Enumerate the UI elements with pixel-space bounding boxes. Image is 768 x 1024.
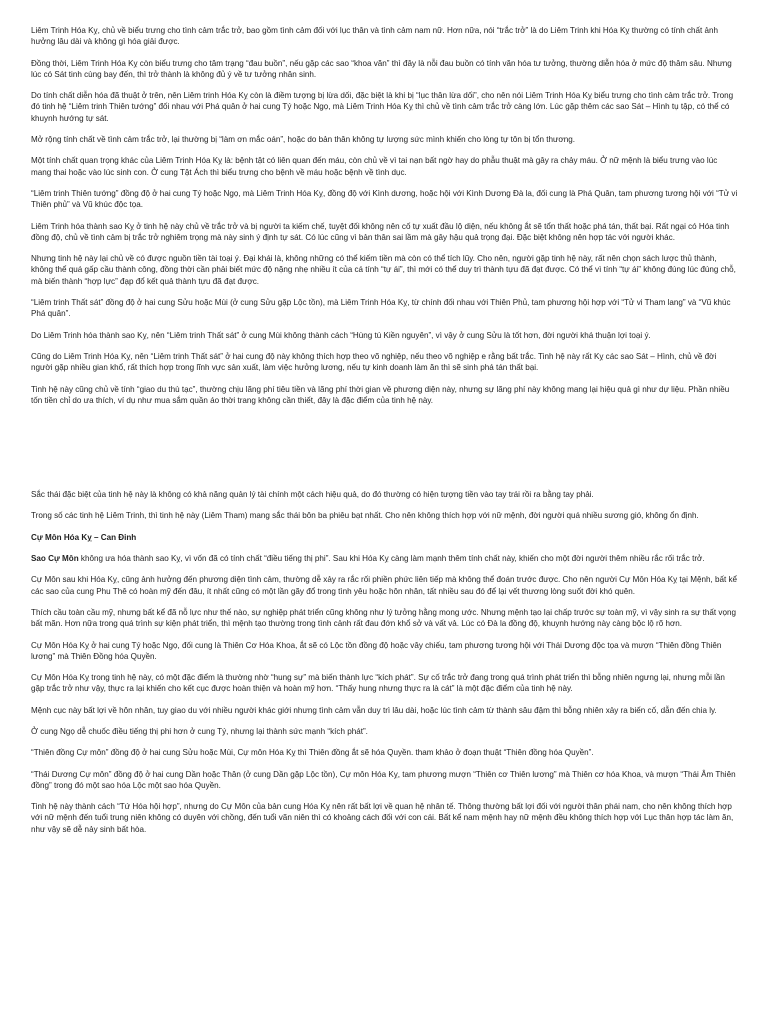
paragraph: Một tính chất quan trọng khác của Liêm Trinh Hóa Kỵ là: bệnh tật có liên quan đến máu, còn chủ về vì tai nạn bất ngờ hay do phẫu thuật mà gây ra chảy máu. Ở nữ mệnh là biểu trưng vào lúc mang thai hoặc vào lúc sinh con. Ở cung Tật Ách thì biểu trưng cho bệnh về máu hoặc bệnh về tình dục.	[31, 156, 718, 177]
paragraph: “Liêm trinh Thất sát” đồng độ ở hai cung Sửu hoặc Mùi (ở cung Sửu gặp Lộc tồn), mà Liêm Trinh Hóa Kỵ, từ chính đối nhau với Thiên Phủ, tam phương hội hợp với “Tử vi Tham lang” và “Vũ khúc Phá quân”.	[31, 298, 731, 319]
paragraph: Mệnh cục này bất lợi về hôn nhân, tuy giao du với nhiều người khác giới nhưng tình cảm vẫn duy trì lâu dài, hoặc lúc tình cảm từ thành sâu đậm thì bỗng nhiên xảy ra biến cố, dẫn đến chia ly.	[31, 705, 717, 715]
paragraph: Sắc thái đặc biệt của tinh hệ này là không có khả năng quản lý tài chính một cách hiệu quả, do đó thường có hiện tượng tiền vào tay trái rồi ra bằng tay phải.	[31, 490, 594, 500]
paragraph: Cự Môn Hóa Kỵ trong tinh hệ này, có một đặc điểm là thường nhờ “hung sự” mà biến thành lực “kích phát”. Sự cố trắc trở đang trong quá trình phát triển thì bỗng nhiên ngưng lại, nhưng mỗi lần gặp trắc trở như vậy, thực ra lại khiến cho kết cục được hoàn thiện và hoàn mỹ hơn. “Thấy hung nhưng thực ra là cát” là một đặc điểm của tinh hệ này.	[31, 673, 725, 694]
blank-gap	[31, 416, 738, 489]
paragraph: Liêm Trinh Hóa Kỵ, chủ về biểu trưng cho tình cảm trắc trở, bao gồm tình cảm đối với lục thân và tình cảm nam nữ. Hơn nữa, nói “trắc trở” là do Liêm Trinh khi Hóa Kỵ thường có tính chất ảnh hưởng lâu dài và không gì hóa giải được.	[31, 26, 719, 47]
paragraph: Nhưng tinh hệ này lại chủ về có được nguồn tiền tài toại ý. Đại khái là, không những có thể kiếm tiền mà còn có thể tích lũy. Cho nên, người gặp tinh hệ này, rất nên chọn sách lược thủ thành, không thể quá gấp cầu thành công, đồng thời cần phải biết mức độ nặng nhẹ nhiều ít của cá tính “tự ái”, thì mới có thể duy trì thành tựu đã đạt được. Có thể vì tính “tự ái” không đúng lúc đúng chỗ, mà biến thành “hợp lực” đạp đổ kết quả thành tựu đã đạt được.	[31, 254, 736, 286]
paragraph: Ở cung Ngọ dễ chuốc điều tiếng thị phi hơn ở cung Tý, nhưng lại thành sức mạnh “kích phát”.	[31, 726, 368, 736]
paragraph: Đồng thời, Liêm Trinh Hóa Kỵ còn biểu trưng cho tâm trạng “đau buồn”, nếu gặp các sao “khoa văn” thì đây là nỗi đau buồn có tính văn hóa tư tưởng, thường diễn hóa ở mức độ thâm sâu. Nhưng lúc có Sát tinh cùng bay đến, thì trở thành là không đủ ý về tư tưởng nhân sinh.	[31, 58, 732, 79]
section-cu-mon-hoa-ky	[31, 489, 738, 835]
paragraph: Tinh hệ này thành cách “Tứ Hóa hội hợp”, nhưng do Cự Môn của bản cung Hóa Kỵ nên rất bất lợi về quan hệ nhân tế. Thông thường bất lợi đối với người thân phái nam, cho nên không thích hợp với nữ mệnh đến tuổi trung niên không có duyên với chồng, đến tuổi vãn niên thì có khoảng cách đối với con cái. Bất kể nam mệnh hay nữ mệnh đều không thích hợp với Lục thân hợp tác làm ăn, như vậy sẽ dễ nảy sinh bất hòa.	[31, 802, 734, 834]
section-liem-trinh-hoa-ky	[31, 25, 738, 406]
section-heading: Cự Môn Hóa Kỵ – Can Đinh	[31, 532, 137, 542]
paragraph: Do tính chất diễn hóa đã thuật ở trên, nên Liêm trinh Hóa Kỵ còn là điềm tượng bị lừa dối, đặc biệt là khi bị “lục thân lừa dối”, cho nên nói Liêm Trinh Hóa Kỵ biểu trưng cho tình cảm trắc trở. Trong đó tinh hệ “Liêm trinh Thiên tướng” đối nhau với Phá quân ở hai cung Tý hoặc Ngọ, mà Liêm Trinh Hóa Kỵ thì chủ về tình cảm trắc trở càng lớn. Lúc gặp thêm các sao Sát – Hình tụ tập, có thể có khuynh hướng tự sát.	[31, 91, 734, 123]
paragraph: Tinh hệ này cũng chủ về tính “giao du thù tạc”, thường chịu lãng phí tiêu tiền và lãng phí thời gian về phương diện này, nhưng sự lãng phí này không mang lại hiệu quả gì như dự liệu. Phần nhiều tốn tiền chỉ do ưa thích, ví dụ như mua sắm quần áo thời trang không cần thiết, đây là đặc điểm của tinh hệ này.	[31, 384, 730, 405]
paragraph: Mở rộng tính chất về tình cảm trắc trở, lại thường bị “làm ơn mắc oán”, hoặc do bản thân không tự lượng sức mình khiến cho lòng tự tôn bị tổn thương.	[31, 135, 575, 145]
paragraph: “Liêm trinh Thiên tướng” đồng độ ở hai cung Tý hoặc Ngọ, mà Liêm Trinh Hóa Kỵ, đồng độ với Kình dương, hoặc hội với Kình Dương Đà la, đối cung là Phá Quân, tam phương tương hội với “Tử vi Thiên phủ” và Vũ khúc độc tọa.	[31, 188, 738, 210]
paragraph: Cự Môn sau khi Hóa Kỵ, cũng ảnh hưởng đến phương diện tình cảm, thường dễ xảy ra rắc rối phiền phức liên tiếp mà không thể đoán trước được. Cho nên người Cự Môn Hóa Kỵ tại Mệnh, bất kể các sao của cung Phu Thê có hoàn mỹ đến đâu, ít nhất cũng có một lần gãy đổ trong tình yêu hoặc hôn nhân, tất nhiều sau đó để lại vết thương lòng suốt đời khó quên.	[31, 575, 738, 596]
paragraph	[31, 553, 738, 564]
paragraph-text: không ưa hóa thành sao Kỵ, vì vốn đã có tính chất “điều tiếng thị phi”. Sau khi Hóa Kỵ càng làm mạnh thêm tính chất này, khiến cho một đời người thêm nhiều rắc rối trắc trở.	[78, 554, 705, 564]
paragraph: Trong số các tinh hệ Liêm Trinh, thì tinh hệ này (Liêm Tham) mang sắc thái bôn ba phiêu bạt nhất. Cho nên không thích hợp với nữ mệnh, đời người quá nhiều sương gió, không ổn định.	[31, 511, 699, 521]
paragraph: “Thái Dương Cự môn” đồng độ ở hai cung Dần hoặc Thân (ở cung Dần gặp Lộc tồn), Cự môn Hóa Kỵ, tam phương mượn “Thiên cơ Thiên lương” mà Thiên cơ hóa Khoa, và mượn “Thái Âm Thiên đồng” trong đó một sao hóa Lộc một sao hóa Quyền.	[31, 769, 736, 790]
lead-term: Sao Cự Môn	[31, 554, 79, 564]
paragraph: Cự Môn Hóa Kỵ ở hai cung Tý hoặc Ngọ, đối cung là Thiên Cơ Hóa Khoa, ắt sẽ có Lộc tồn đồng độ hoặc vây chiếu, tam phương tương hội với Thái Dương độc tọa và mượn “Thiên đồng Thiên lương” mà Thiên Đồng hóa Quyền.	[31, 640, 722, 661]
paragraph: Thích cầu toàn cầu mỹ, nhưng bất kể đã nỗ lực như thế nào, sự nghiệp phát triển cũng không như lý tưởng hằng mong ước. Nhưng mệnh tạo lại chấp trước sự toàn mỹ, vì vậy sinh ra sự thất vọng bất mãn. Hơn nữa trong quá trình sự kiện phát triển, thì mệnh tạo thường trong tình cảnh rất đau đớn khổ sở và vất vả. Lúc có Đà la đồng độ, khuynh hướng này càng bộc lộ rõ hơn.	[31, 607, 736, 629]
paragraph: Cũng do Liêm Trinh Hóa Kỵ, nên “Liêm trinh Thất sát” ở hai cung độ này không thích hợp theo võ nghiệp, nếu theo võ nghiệp e rằng bất trắc. Tinh hệ này rất Kỵ các sao Sát – Hình, chủ về đời người gặp nhiều gian khổ, rất thích hợp trong lĩnh vực sản xuất, làm việc hưởng lương, nếu tự kinh doanh làm ăn thì sẽ sinh phá tán thất bại.	[31, 351, 717, 373]
paragraph: “Thiên đồng Cự môn” đồng độ ở hai cung Sửu hoặc Mùi, Cự môn Hóa Kỵ thì Thiên đồng ắt sẽ hóa Quyền. tham khảo ở đoạn thuật “Thiên đồng hóa Quyền”.	[31, 748, 594, 758]
paragraph: Do Liêm Trinh hóa thành sao Kỵ, nên “Liêm trinh Thất sát” ở cung Mùi không thành cách “Hùng tú Kiền nguyên”, vì vậy ở cung Sửu là tốt hơn, đời người khá thuận lợi toại ý.	[31, 330, 651, 340]
paragraph: Liêm Trinh hóa thành sao Kỵ ở tinh hệ này chủ về trắc trở và bị người ta kiếm chế, tuyệt đối không nên cố tự xuất đầu lộ diện, nếu không ắt sẽ tổn thất hoặc phá tán, thất bại. Rất ngại có Hóa tinh đồng độ, chủ về tình cảm bị trắc trở nghiêm trọng mà này sinh ý định tự sát. Có lúc cũng vì bản thân sai lầm mà gây hậu quả trọng đại. Đặc biệt không nên hợp tác với người khác.	[31, 221, 730, 242]
